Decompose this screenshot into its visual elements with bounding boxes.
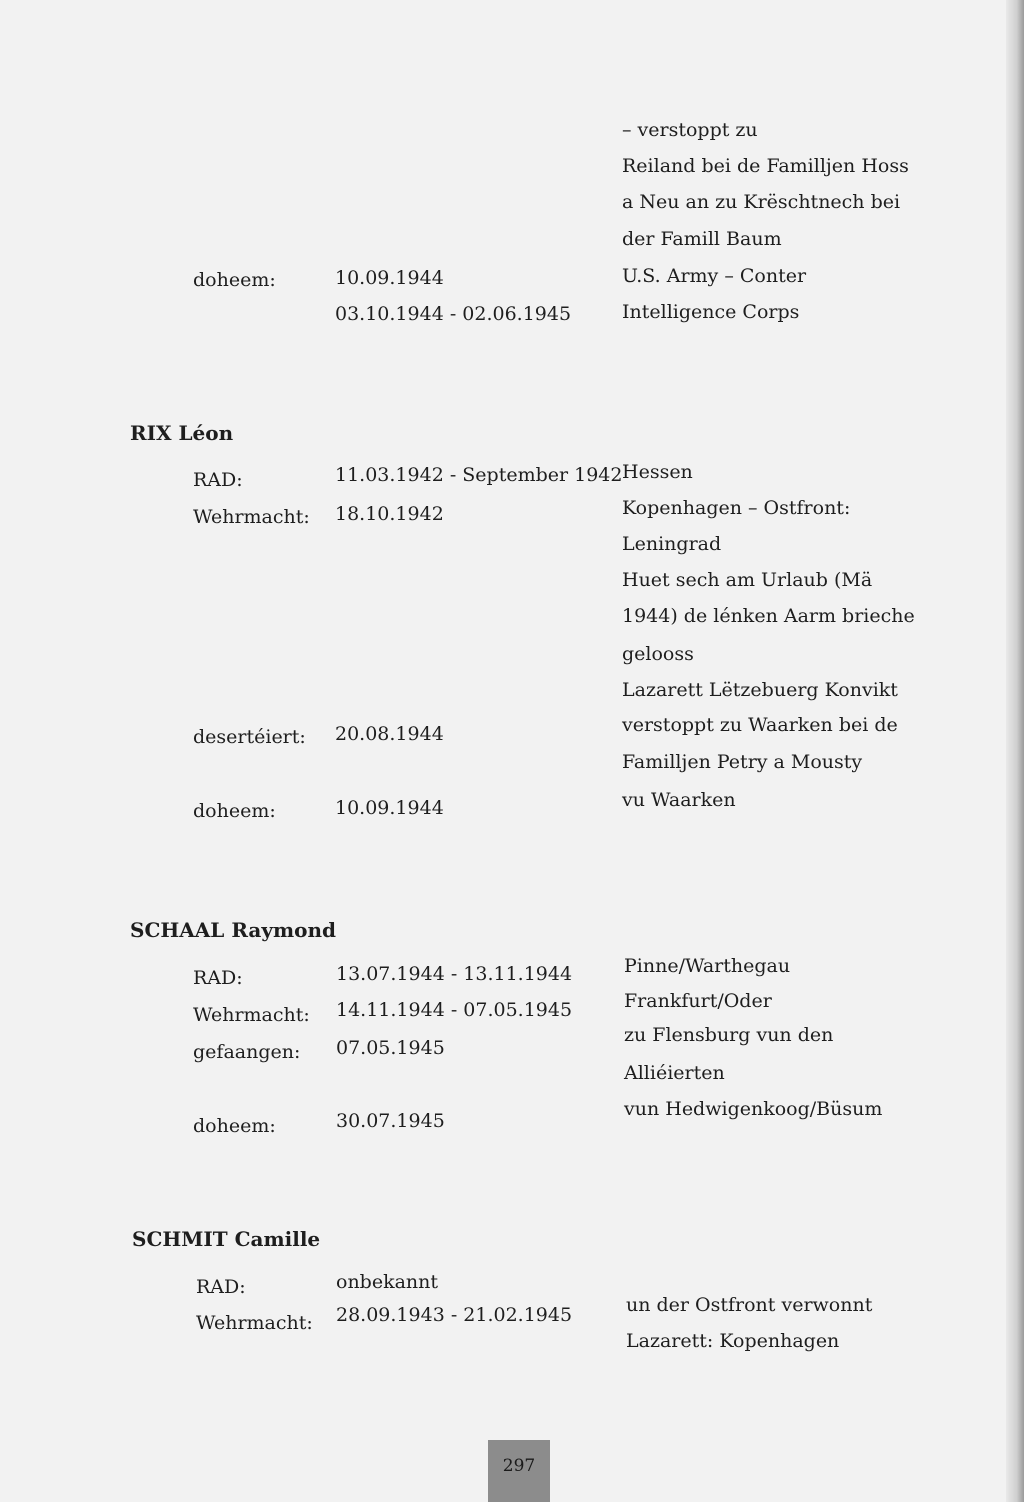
location-line: Pinne/Warthegau: [624, 955, 791, 977]
row-date: 07.05.1945: [336, 1037, 445, 1059]
location-line: vu Waarken: [622, 789, 736, 811]
location-line: Intelligence Corps: [622, 301, 800, 323]
location-line: Frankfurt/Oder: [624, 990, 772, 1012]
location-line: un der Ostfront verwonnt: [626, 1294, 873, 1316]
location-line: Kopenhagen – Ostfront:: [622, 497, 851, 519]
row-label: Wehrmacht:: [193, 506, 310, 528]
location-line: – verstoppt zu: [622, 119, 758, 141]
row-label: gefaangen:: [193, 1041, 301, 1063]
row-date: onbekannt: [336, 1271, 439, 1293]
location-line: vun Hedwigenkoog/Büsum: [624, 1098, 883, 1120]
row-date: 11.03.1942 - September 1942: [335, 464, 623, 486]
row-label: doheem:: [193, 800, 276, 822]
location-line: Huet sech am Urlaub (Mä: [622, 569, 873, 591]
location-line: gelooss: [622, 643, 694, 665]
location-line: Hessen: [622, 461, 693, 483]
row-date: 10.09.1944: [335, 797, 444, 819]
row-label: RAD:: [196, 1276, 246, 1298]
location-line: Reiland bei de Familljen Hoss: [622, 155, 909, 177]
row-date: 20.08.1944: [335, 723, 444, 745]
location-line: der Famill Baum: [622, 228, 782, 250]
row-label: desertéiert:: [193, 726, 306, 748]
page-number-text: 297: [502, 1456, 536, 1476]
person-name: SCHAAL Raymond: [130, 918, 337, 942]
location-line: Leningrad: [622, 533, 722, 555]
row-label: Wehrmacht:: [196, 1312, 313, 1334]
row-date: 18.10.1942: [335, 503, 444, 525]
row-date: 13.07.1944 - 13.11.1944: [336, 963, 573, 985]
page-number: [488, 1440, 550, 1502]
location-line: Alliéierten: [624, 1062, 725, 1084]
location-line: U.S. Army – Conter: [622, 265, 807, 287]
location-line: zu Flensburg vun den: [624, 1024, 834, 1046]
row-label: RAD:: [193, 469, 243, 491]
location-line: Familljen Petry a Mousty: [622, 751, 863, 773]
person-name: RIX Léon: [130, 421, 234, 445]
location-line: verstoppt zu Waarken bei de: [622, 714, 898, 736]
row-date: 03.10.1944 - 02.06.1945: [335, 303, 572, 325]
row-date: 10.09.1944: [335, 267, 444, 289]
row-date: 14.11.1944 - 07.05.1945: [336, 999, 573, 1021]
row-label: doheem:: [193, 1115, 276, 1137]
row-label: Wehrmacht:: [193, 1004, 310, 1026]
row-date: 30.07.1945: [336, 1110, 445, 1132]
book-spine-shadow: [1006, 0, 1024, 1502]
location-line: Lazarett Lëtzebuerg Konvikt: [622, 679, 898, 701]
row-label: RAD:: [193, 967, 243, 989]
person-name: SCHMIT Camille: [132, 1227, 321, 1251]
row-label: doheem:: [193, 269, 276, 291]
location-line: a Neu an zu Krëschtnech bei: [622, 191, 901, 213]
location-line: Lazarett: Kopenhagen: [626, 1330, 840, 1352]
location-line: 1944) de lénken Aarm brieche: [622, 605, 915, 627]
row-date: 28.09.1943 - 21.02.1945: [336, 1304, 573, 1326]
